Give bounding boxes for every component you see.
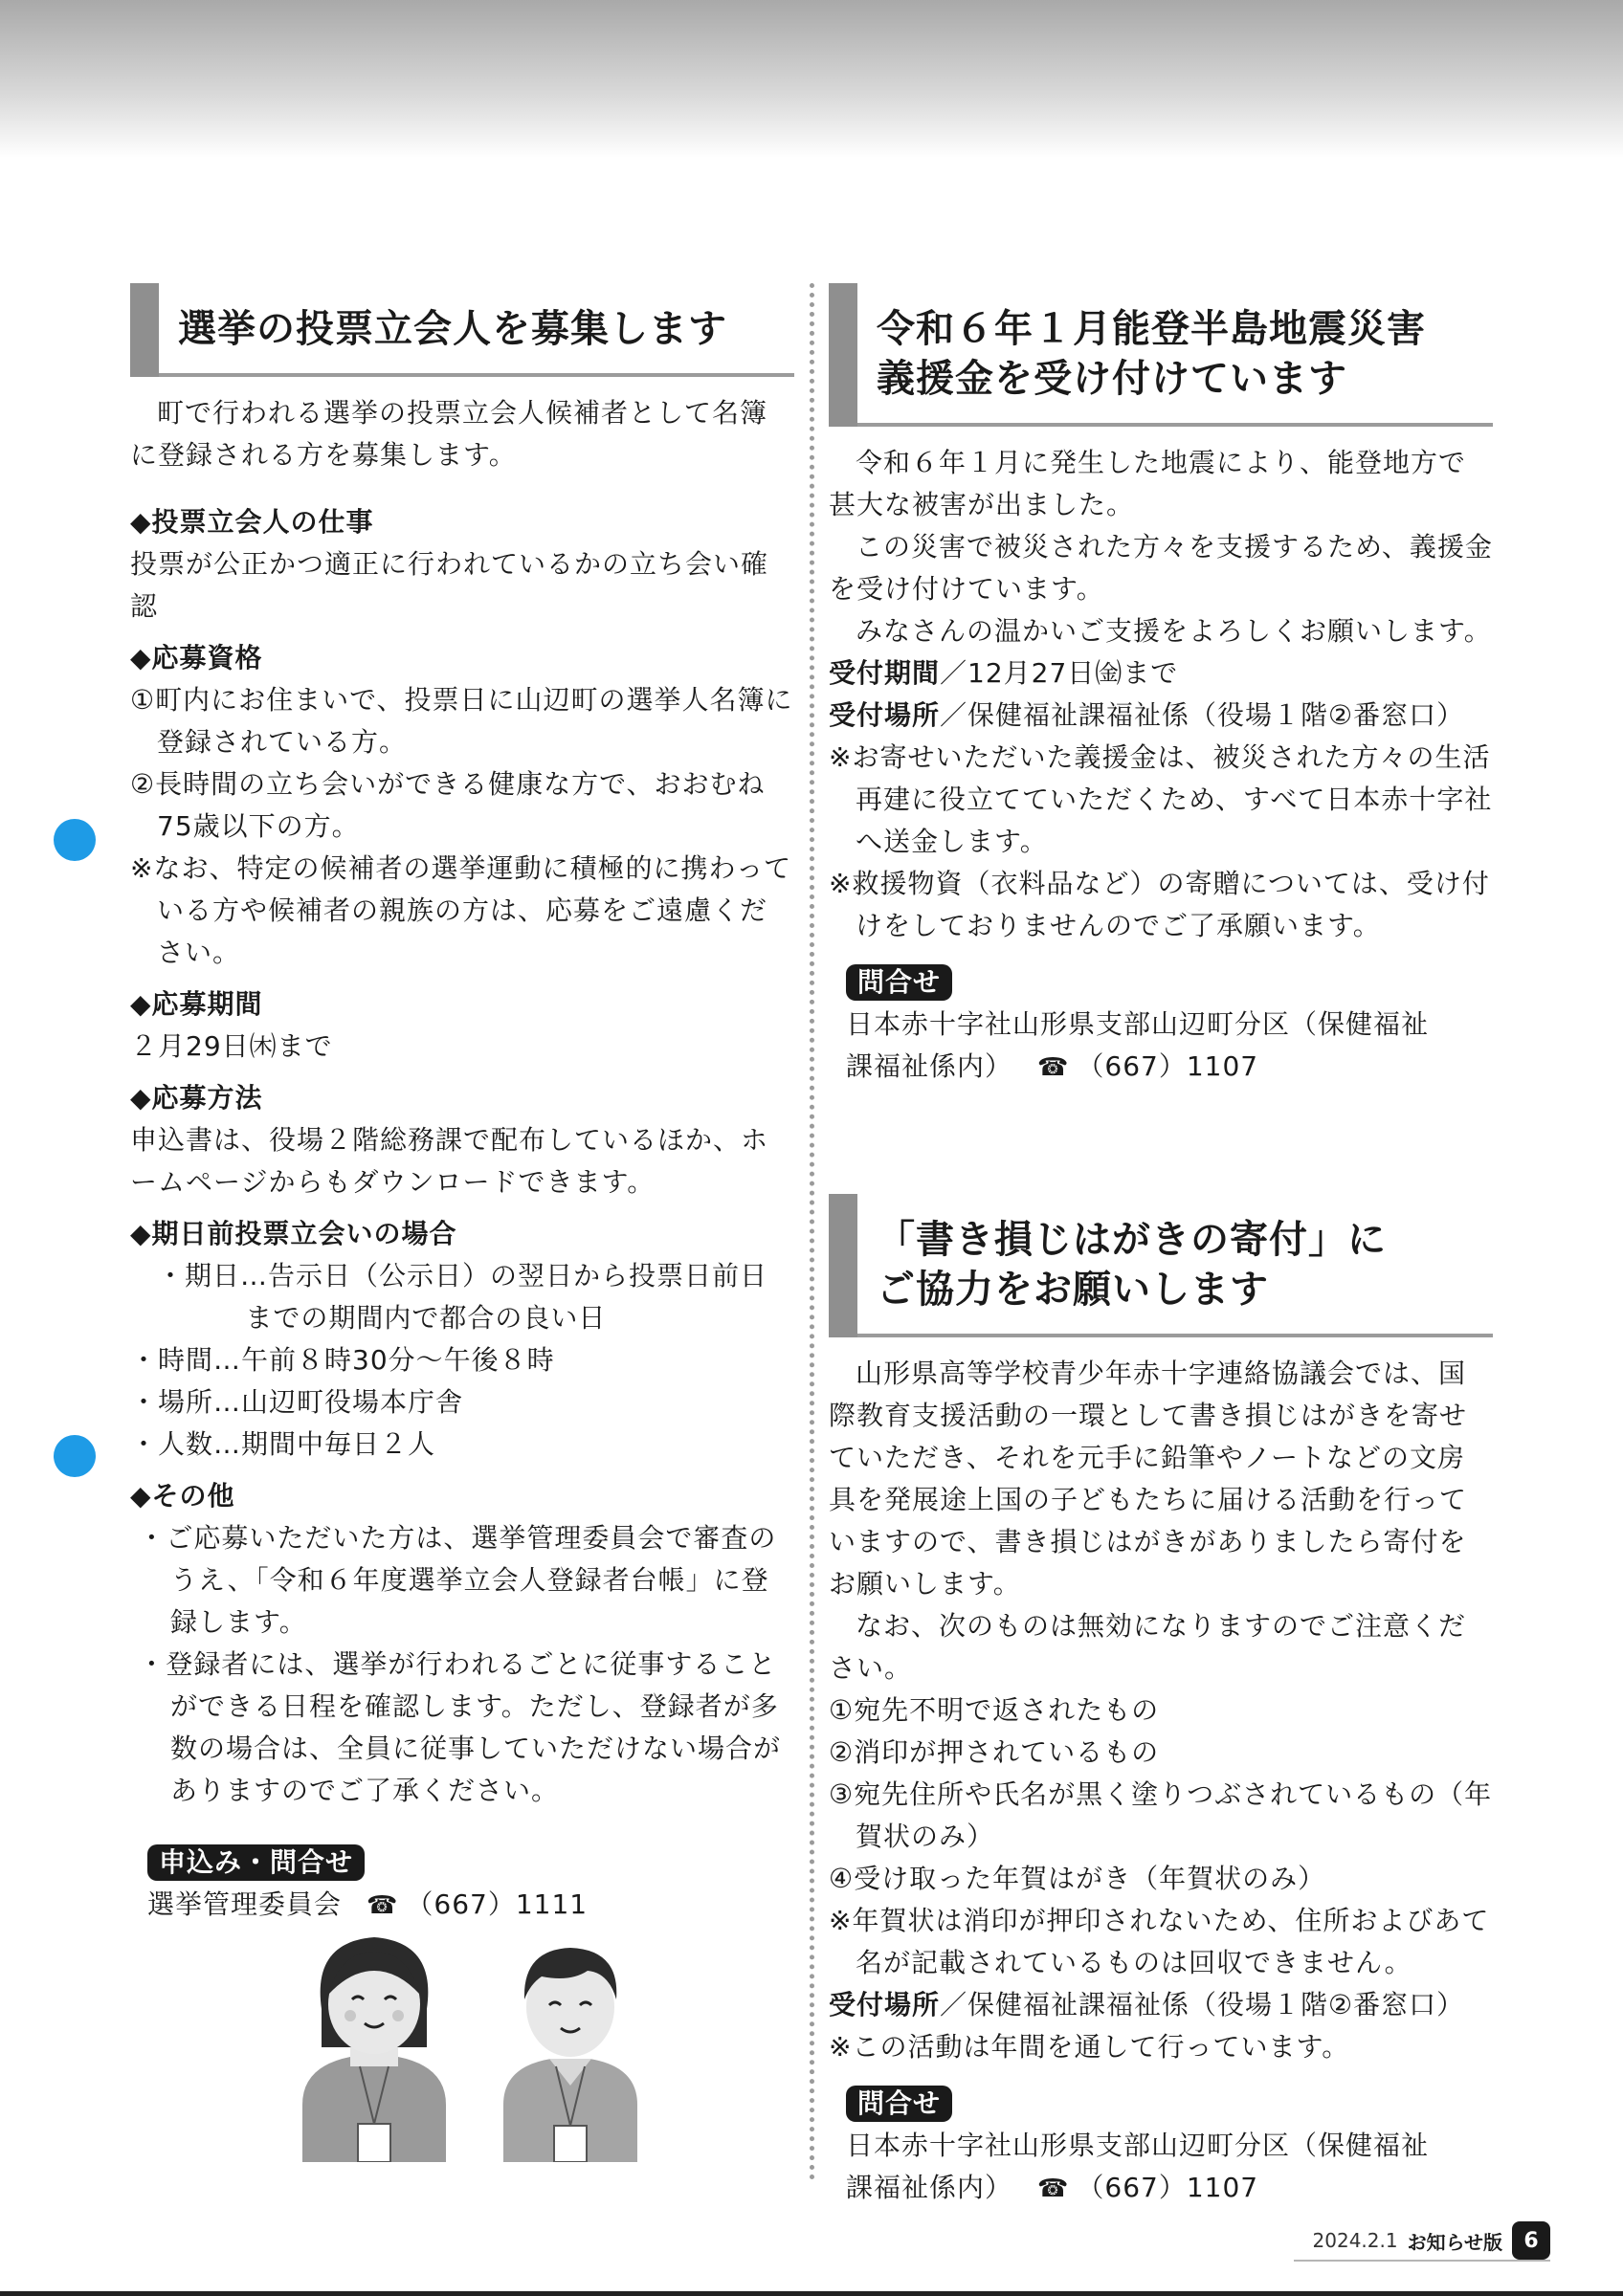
place-label: 受付場所 xyxy=(829,1989,941,2020)
footer-date: 2024.2.1 xyxy=(1312,2229,1398,2252)
place-label: 受付場所 xyxy=(829,699,941,731)
section-title: ◆応募方法 xyxy=(130,1082,263,1114)
bottom-band xyxy=(0,2291,1623,2296)
contact-phone: （667）1107 xyxy=(1077,2172,1259,2203)
section-period xyxy=(130,983,794,1068)
footer-title: お知らせ版 xyxy=(1407,2230,1502,2254)
paragraph: なお、次のものは無効になりますのでご注意ください。 xyxy=(829,1610,1467,1684)
heading-line: 義援金を受け付けています xyxy=(877,357,1347,401)
section-title: ◆投票立会人の仕事 xyxy=(130,506,374,538)
contact-label: 問合せ xyxy=(846,2086,952,2122)
page-number: 6 xyxy=(1512,2221,1550,2260)
period-label: 受付期間 xyxy=(829,657,941,689)
contact-block xyxy=(846,1004,1493,1089)
paragraph: この災害で被災された方々を支援するため、義援金を受け付けています。 xyxy=(829,531,1493,605)
contact-block xyxy=(846,2125,1493,2210)
place-line xyxy=(829,695,1493,737)
contact-org: 日本赤十字社山形県支部山辺町分区（保健福祉 xyxy=(846,2130,1430,2161)
period-value: ／12月27日㈮まで xyxy=(940,657,1179,689)
note: ※お寄せいただいた義援金は、被災された方々の生活再建に役立てていただくため、すべて日本赤十字社へ送金します。 xyxy=(829,741,1493,857)
footer-rule xyxy=(1294,2260,1550,2262)
section-line: ①町内にお住まいで、投票日に山辺町の選挙人名簿に登録されている方。 xyxy=(130,684,793,758)
blue-dot-marker xyxy=(54,1435,96,1477)
contact-label: 申込み・問合せ xyxy=(147,1844,365,1881)
section-line: ２月29日㈭まで xyxy=(130,1030,333,1062)
place-value: ／保健福祉課福祉係（役場１階②番窓口） xyxy=(940,699,1465,731)
section-line: ・登録者には、選挙が行われるごとに従事することができる日程を確認します。ただし、登録者が多数の場合は、全員に従事していただけない場合がありますのでご了承ください。 xyxy=(138,1648,782,1806)
article-heading xyxy=(130,283,794,377)
heading-line: 令和６年１月能登半島地震災害 xyxy=(877,307,1426,351)
heading-line: 選挙の投票立会人を募集します xyxy=(178,307,727,351)
top-gradient-band xyxy=(0,0,1623,158)
woman-figure xyxy=(302,1937,446,2162)
earthquake-article xyxy=(829,283,1493,1089)
note: ※この活動は年間を通して行っています。 xyxy=(829,2031,1350,2063)
section-line: ・場所…山辺町役場本庁舎 xyxy=(130,1386,464,1418)
heading-line: ご協力をお願いします xyxy=(877,1268,1269,1312)
section-line: ②長時間の立ち会いができる健康な方で、おおむね75歳以下の方。 xyxy=(130,768,766,842)
recruit-article xyxy=(130,283,794,1927)
phone-icon: ☎ xyxy=(1037,1053,1070,1082)
section-title: ◆応募期間 xyxy=(130,988,263,1020)
heading-line: 「書き損じはがきの寄付」に xyxy=(877,1218,1387,1262)
donation-articles xyxy=(829,283,1493,2210)
people-illustration xyxy=(283,1923,647,2162)
article-heading xyxy=(829,283,1493,427)
section-eligibility xyxy=(130,637,794,974)
section-early-voting xyxy=(130,1213,794,1466)
blue-dot-marker xyxy=(54,819,96,861)
section-line: ※なお、特定の候補者の選挙運動に積極的に携わっている方や候補者の親族の方は、応募をご遠慮ください。 xyxy=(130,852,792,968)
intro-text: 町で行われる選挙の投票立会人候補者として名簿に登録される方を募集します。 xyxy=(130,397,768,471)
section-line: ・期日…告示日（公示日）の翌日から投票日前日までの期間内で都合の良い日 xyxy=(157,1260,768,1334)
paragraph: 令和６年１月に発生した地震により、能登地方で甚大な被害が出ました。 xyxy=(829,447,1467,520)
section-line: ・人数…期間中毎日２人 xyxy=(130,1428,436,1460)
contact-org-cont: 課福祉係内） xyxy=(846,2172,1013,2203)
section-line: 申込書は、役場２階総務課で配布しているほか、ホームページからもダウンロードできます。 xyxy=(130,1124,769,1198)
contact-org: 日本赤十字社山形県支部山辺町分区（保健福祉 xyxy=(846,1008,1430,1040)
period-line xyxy=(829,652,1493,695)
contact-org-cont: 課福祉係内） xyxy=(846,1050,1013,1082)
place-line xyxy=(829,1984,1493,2026)
contact-phone: （667）1111 xyxy=(406,1888,589,1920)
place-value: ／保健福祉課福祉係（役場１階②番窓口） xyxy=(940,1989,1465,2020)
section-line: ・時間…午前８時30分～午後８時 xyxy=(130,1344,555,1376)
column-divider xyxy=(810,283,814,2181)
contact-phone: （667）1107 xyxy=(1077,1050,1259,1082)
section-method xyxy=(130,1077,794,1203)
section-title: ◆期日前投票立会いの場合 xyxy=(130,1218,457,1249)
page-footer xyxy=(1301,2219,1550,2262)
contact-label: 問合せ xyxy=(846,964,952,1001)
section-line: ・ご応募いただいた方は、選挙管理委員会で審査のうえ、「令和６年度選挙立会人登録者台帳」に登録します。 xyxy=(138,1522,777,1638)
invalid-item: ①宛先不明で返されたもの xyxy=(829,1694,1160,1726)
man-figure xyxy=(503,1948,637,2162)
contact-line xyxy=(147,1884,794,1927)
postcard-article xyxy=(829,1194,1493,2210)
section-title: ◆その他 xyxy=(130,1480,235,1512)
note: ※救援物資（衣料品など）の寄贈については、受け付けをしておりませんのでご了承願います。 xyxy=(829,868,1490,941)
article-heading xyxy=(829,1194,1493,1337)
section-job xyxy=(130,501,794,628)
contact-name: 選挙管理委員会 xyxy=(147,1888,343,1920)
paragraph: みなさんの温かいご支援をよろしくお願いします。 xyxy=(856,615,1492,647)
phone-icon: ☎ xyxy=(367,1891,399,1920)
invalid-item: ③宛先住所や氏名が黒く塗りつぶされているもの（年賀状のみ） xyxy=(829,1778,1493,1852)
invalid-item: ②消印が押されているもの xyxy=(829,1736,1160,1768)
invalid-item: ④受け取った年賀はがき（年賀状のみ） xyxy=(829,1863,1326,1894)
paragraph: 山形県高等学校青少年赤十字連絡協議会では、国際教育支援活動の一環として書き損じはがきを寄せていただき、それを元手に鉛筆やノートなどの文房具を発展途上国の子どもたちに届ける活動を行っていますので、書き損じはがきがありましたら寄付をお願いします。 xyxy=(829,1358,1468,1600)
section-title: ◆応募資格 xyxy=(130,642,263,673)
phone-icon: ☎ xyxy=(1037,2175,1070,2203)
section-other xyxy=(130,1475,794,1812)
section-line: 投票が公正かつ適正に行われているかの立ち会い確認 xyxy=(130,548,769,622)
invalid-item: ※年賀状は消印が押印されないため、住所およびあて名が記載されているものは回収できません。 xyxy=(829,1905,1490,1978)
